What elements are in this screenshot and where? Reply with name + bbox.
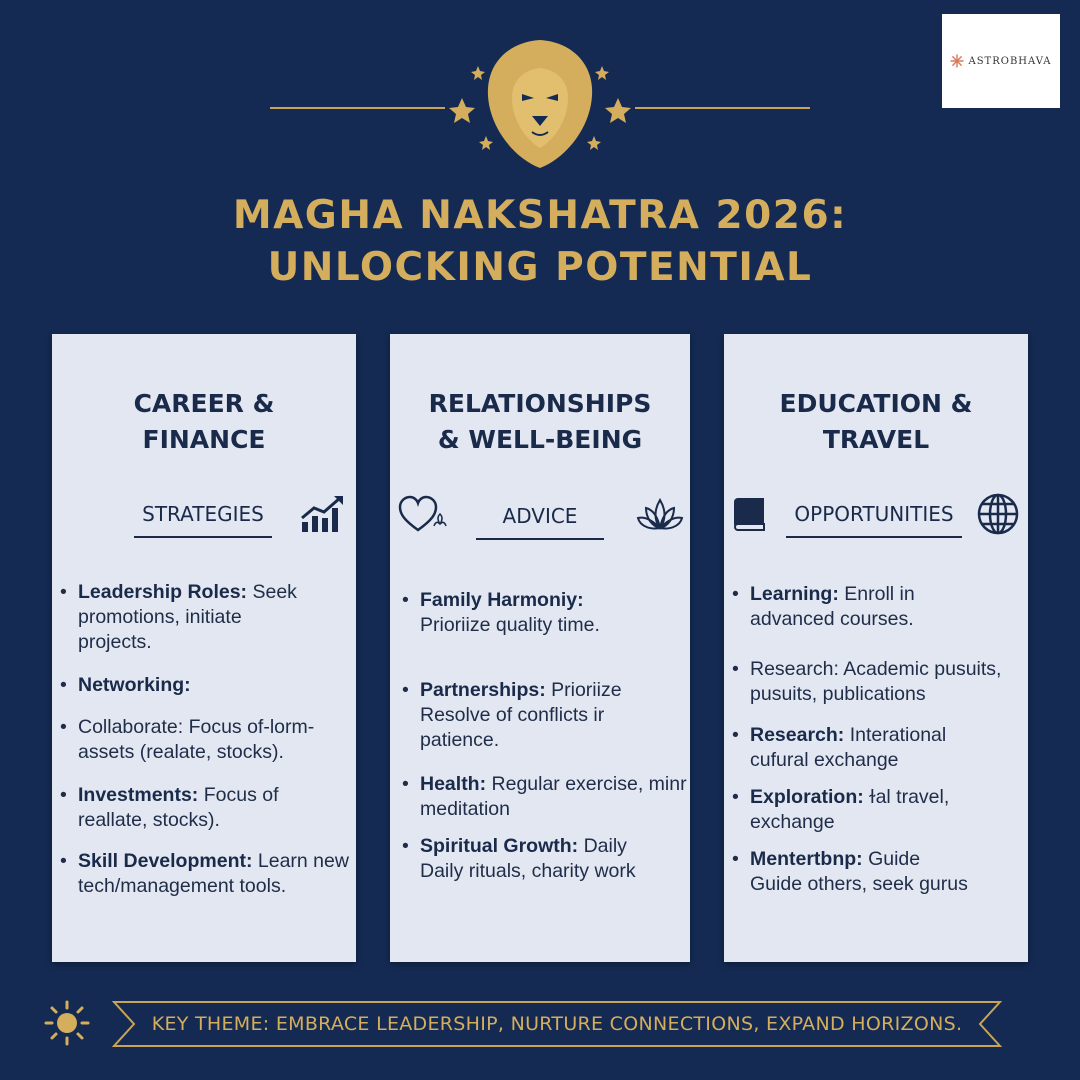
list-item: • Mentertbnp: Guide Guide others, seek gurus (732, 847, 968, 897)
list-item: • Health: Regular exercise, minr meditation (402, 772, 687, 822)
brand-logo (942, 14, 1060, 108)
list-item: • Partnerships: Prioriize Resolve of conflicts ir patience. (402, 678, 622, 753)
list-item: • Skill Development: Learn new tech/management tools. (60, 849, 349, 899)
card-heading: CAREER & FINANCE (133, 389, 275, 454)
list-item: • Family Harmoniy: Prioriize quality time. (402, 588, 600, 638)
list-item: • Spiritual Growth: Daily Daily rituals, charity work (402, 834, 636, 884)
card-career-finance (52, 334, 356, 962)
globe-icon (976, 492, 1020, 536)
list-item: • Networking: (60, 673, 191, 698)
list-item: • Investments: Focus of reallate, stocks). (60, 783, 279, 833)
title-line-1: MAGHA NAKSHATRA 2026: (232, 193, 848, 238)
card-subheading: OPPORTUNITIES (786, 502, 962, 538)
card-heading: RELATIONSHIPS & WELL-BEING (428, 389, 652, 454)
sunburst-logo-icon (950, 54, 964, 68)
title-line-2: UNLOCKING POTENTIAL (267, 245, 813, 290)
page-title (0, 190, 1080, 294)
growth-chart-icon (300, 494, 346, 534)
key-theme-banner: KEY THEME: EMBRACE LEADERSHIP, NURTURE CONNECTIONS, EXPAND HORIZONS. (151, 1013, 963, 1035)
lotus-icon (636, 498, 684, 532)
card-subheading: STRATEGIES (134, 502, 272, 538)
list-item: • Leadership Roles: Seek promotions, initiate projects. (60, 580, 297, 655)
card-relationships-wellbeing (390, 334, 690, 962)
card-education-travel (724, 334, 1028, 962)
sun-icon (42, 998, 92, 1048)
list-item: • Collaborate: Focus of-lorm- assets (realate, stocks). (60, 715, 314, 765)
list-item: • Exploration: ɫal travel, exchange (732, 785, 949, 835)
list-item: • Research: Academic pusuits, pusuits, publications (732, 657, 1001, 707)
heart-icon (398, 494, 448, 534)
book-icon (732, 494, 772, 534)
list-item: • Learning: Enroll in advanced courses. (732, 582, 915, 632)
card-heading: EDUCATION & TRAVEL (779, 389, 973, 454)
brand-name: ASTROBHAVA (968, 55, 1052, 67)
card-subheading: ADVICE (476, 504, 604, 540)
list-item: • Research: Interational cufural exchange (732, 723, 946, 773)
lion-crest-icon (270, 36, 810, 176)
